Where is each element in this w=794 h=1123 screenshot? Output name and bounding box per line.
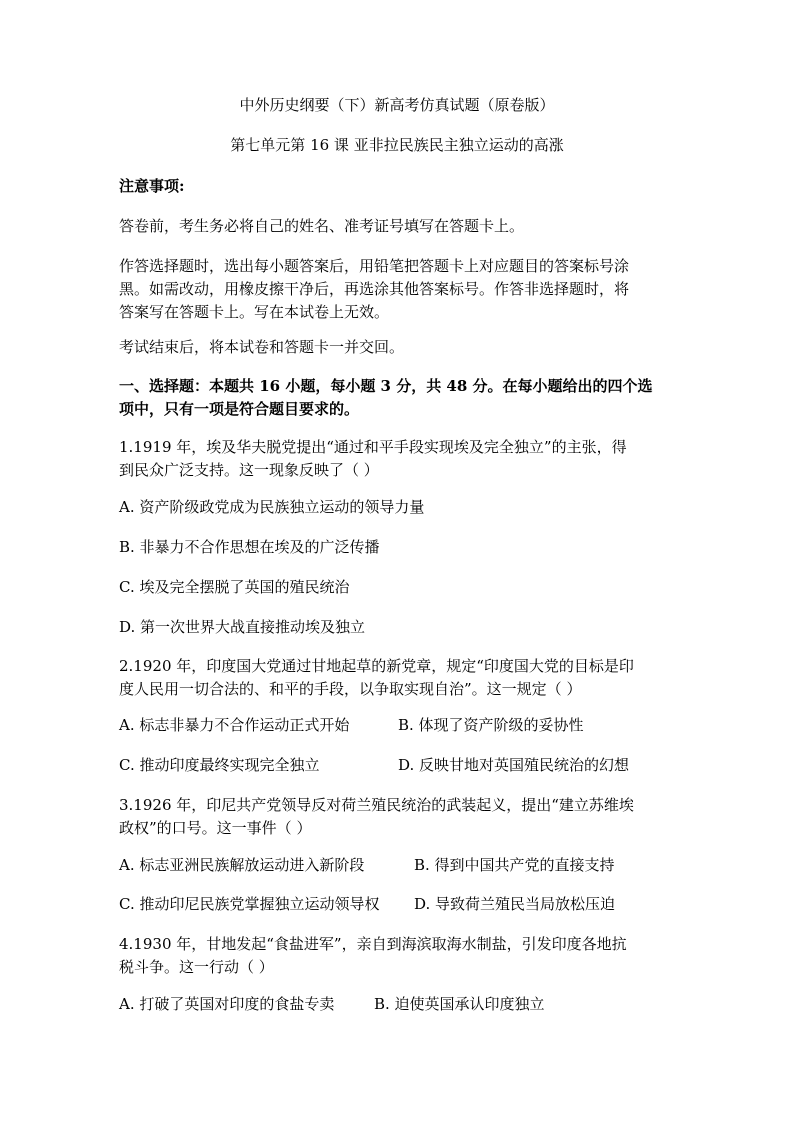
question-stem: 4.1930 年，甘地发起“食盐进军”，亲自到海滨取海水制盐，引发印度各地抗 bbox=[119, 935, 627, 953]
question-option: A. 标志亚洲民族解放运动进入新阶段 bbox=[119, 856, 365, 874]
question-stem: 到民众广泛支持。这一现象反映了（ ） bbox=[119, 461, 379, 479]
question-option: B. 迫使英国承认印度独立 bbox=[374, 995, 545, 1013]
question-option: A. 标志非暴力不合作运动正式开始 bbox=[119, 716, 350, 734]
notice-item-2-line-2: 黑。如需改动，用橡皮擦干净后，再选涂其他答案标号。作答非选择题时，将 bbox=[119, 280, 630, 298]
notice-heading: 注意事项: bbox=[119, 177, 185, 195]
question-option: C. 推动印度最终实现完全独立 bbox=[119, 756, 320, 774]
question-stem: 税斗争。这一行动（ ） bbox=[119, 958, 274, 976]
notice-item-2-line-1: 作答选择题时，选出每小题答案后，用铅笔把答题卡上对应题目的答案标号涂 bbox=[119, 257, 630, 275]
question-stem: 3.1926 年，印尼共产党领导反对荷兰殖民统治的武装起义，提出“建立苏维埃 bbox=[119, 796, 634, 814]
document-subtitle: 第七单元第 16 课 亚非拉民族民主独立运动的高涨 bbox=[230, 136, 564, 154]
question-stem: 2.1920 年，印度国大党通过甘地起草的新党章，规定“印度国大党的目标是印 bbox=[119, 657, 634, 675]
question-option: C. 推动印尼民族党掌握独立运动领导权 bbox=[119, 895, 380, 913]
notice-item-2-line-3: 答案写在答题卡上。写在本试卷上无效。 bbox=[119, 303, 390, 321]
section-heading-line-2: 项中，只有一项是符合题目要求的。 bbox=[119, 400, 360, 418]
document-title: 中外历史纲要（下）新高考仿真试题（原卷版） bbox=[239, 96, 555, 114]
question-option: C. 埃及完全摆脱了英国的殖民统治 bbox=[119, 578, 350, 596]
question-option: B. 体现了资产阶级的妥协性 bbox=[398, 716, 584, 734]
question-option: D. 第一次世界大战直接推动埃及独立 bbox=[119, 618, 366, 636]
question-stem: 度人民用一切合法的、和平的手段，以争取实现自治”。这一规定（ ） bbox=[119, 680, 582, 698]
question-option: D. 导致荷兰殖民当局放松压迫 bbox=[414, 895, 616, 913]
notice-item-3: 考试结束后，将本试卷和答题卡一并交回。 bbox=[119, 338, 405, 356]
question-stem: 政权”的口号。这一事件（ ） bbox=[119, 819, 312, 837]
question-option: B. 非暴力不合作思想在埃及的广泛传播 bbox=[119, 538, 380, 556]
section-heading-line-1: 一、选择题：本题共 16 小题，每小题 3 分，共 48 分。在每小题给出的四个选 bbox=[119, 377, 653, 395]
notice-item-1: 答卷前，考生务必将自己的姓名、准考证号填写在答题卡上。 bbox=[119, 217, 525, 235]
question-option: D. 反映甘地对英国殖民统治的幻想 bbox=[398, 756, 630, 774]
question-option: A. 打破了英国对印度的食盐专卖 bbox=[119, 995, 335, 1013]
question-option: A. 资产阶级政党成为民族独立运动的领导力量 bbox=[119, 498, 425, 516]
question-stem: 1.1919 年，埃及华夫脱党提出“通过和平手段实现埃及完全独立”的主张，得 bbox=[119, 438, 627, 456]
question-option: B. 得到中国共产党的直接支持 bbox=[414, 856, 615, 874]
